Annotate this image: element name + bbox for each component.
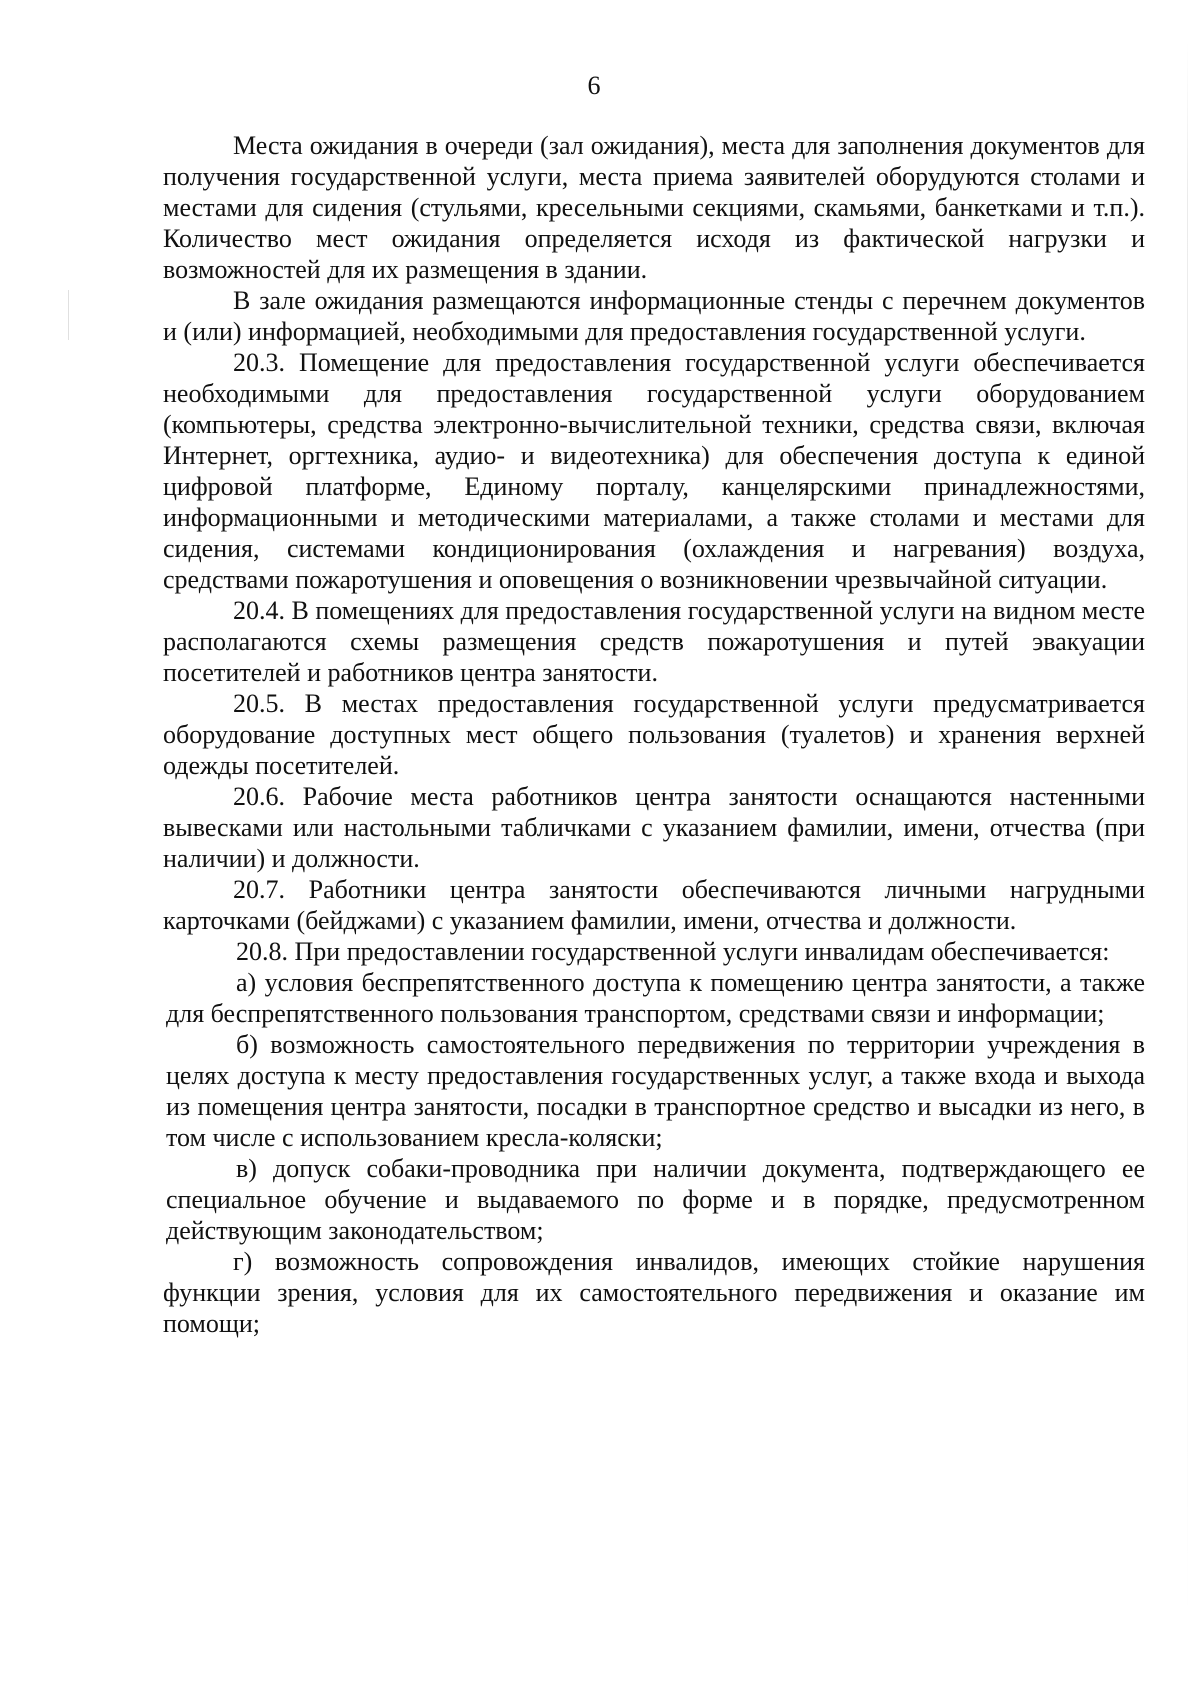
- page-number: 6: [587, 71, 601, 100]
- scan-edge-shadow: [1187, 40, 1188, 1630]
- paragraph-info-stands: В зале ожидания размещаются информационные стенды с перечнем документов и (или) информацией, необходимыми для предоставления государственной услуги.: [163, 286, 1145, 346]
- disability-provisions: [163, 936, 1145, 1246]
- list-item-a: а) условия беспрепятственного доступа к помещению центра занятости, а также для беспрепятственного пользования транспортом, средствами связи и информации;: [166, 968, 1145, 1028]
- paragraph-20-6: 20.6. Рабочие места работников центра занятости оснащаются настенными вывесками или настольными табличками с указанием фамилии, имени, отчества (при наличии) и должности.: [163, 782, 1145, 873]
- scan-mark: [68, 290, 69, 340]
- paragraph-20-5: 20.5. В местах предоставления государственной услуги предусматривается оборудование доступных мест общего пользования (туалетов) и хранения верхней одежды посетителей.: [163, 689, 1145, 780]
- paragraph-20-8: 20.8. При предоставлении государственной услуги инвалидам обеспечивается:: [236, 937, 1110, 966]
- document-body: [163, 130, 1145, 1339]
- paragraph-20-3: 20.3. Помещение для предоставления государственной услуги обеспечивается необходимыми для предоставления государственной услуги оборудованием (компьютеры, средства электронно-вычислительной техники, средства связи, включая Интернет, оргтехника, аудио- и видеотехника) для обеспечения доступа к единой цифровой платформе, Единому порталу, канцелярскими принадлежностями, информационными и методическими материалами, а также столами и местами для сидения, системами кондиционирования (охлаждения и нагревания) воздуха, средствами пожаротушения и оповещения о возникновении чрезвычайной ситуации.: [163, 348, 1145, 594]
- list-item-v: в) допуск собаки-проводника при наличии документа, подтверждающего ее специальное обучение и выдаваемого по форме и в порядке, предусмотренном действующим законодательством;: [166, 1154, 1145, 1245]
- paragraph-20-7: 20.7. Работники центра занятости обеспечиваются личными нагрудными карточками (бейджами) с указанием фамилии, имени, отчества и должности.: [163, 875, 1145, 935]
- paragraph-waiting-places: Места ожидания в очереди (зал ожидания), места для заполнения документов для получения государственной услуги, места приема заявителей оборудуются столами и местами для сидения (стульями, кресельными секциями, скамьями, банкетками и т.п.). Количество мест ожидания определяется исходя из фактической нагрузки и возможностей для их размещения в здании.: [163, 131, 1145, 284]
- list-item-b: б) возможность самостоятельного передвижения по территории учреждения в целях доступа к месту предоставления государственных услуг, а также входа и выхода из помещения центра занятости, посадки в транспортное средство и высадки из него, в том числе с использованием кресла-коляски;: [166, 1030, 1145, 1152]
- list-item-g: г) возможность сопровождения инвалидов, имеющих стойкие нарушения функции зрения, условия для их самостоятельного передвижения и оказание им помощи;: [163, 1247, 1145, 1338]
- paragraph-20-4: 20.4. В помещениях для предоставления государственной услуги на видном месте располагаются схемы размещения средств пожаротушения и путей эвакуации посетителей и работников центра занятости.: [163, 596, 1145, 687]
